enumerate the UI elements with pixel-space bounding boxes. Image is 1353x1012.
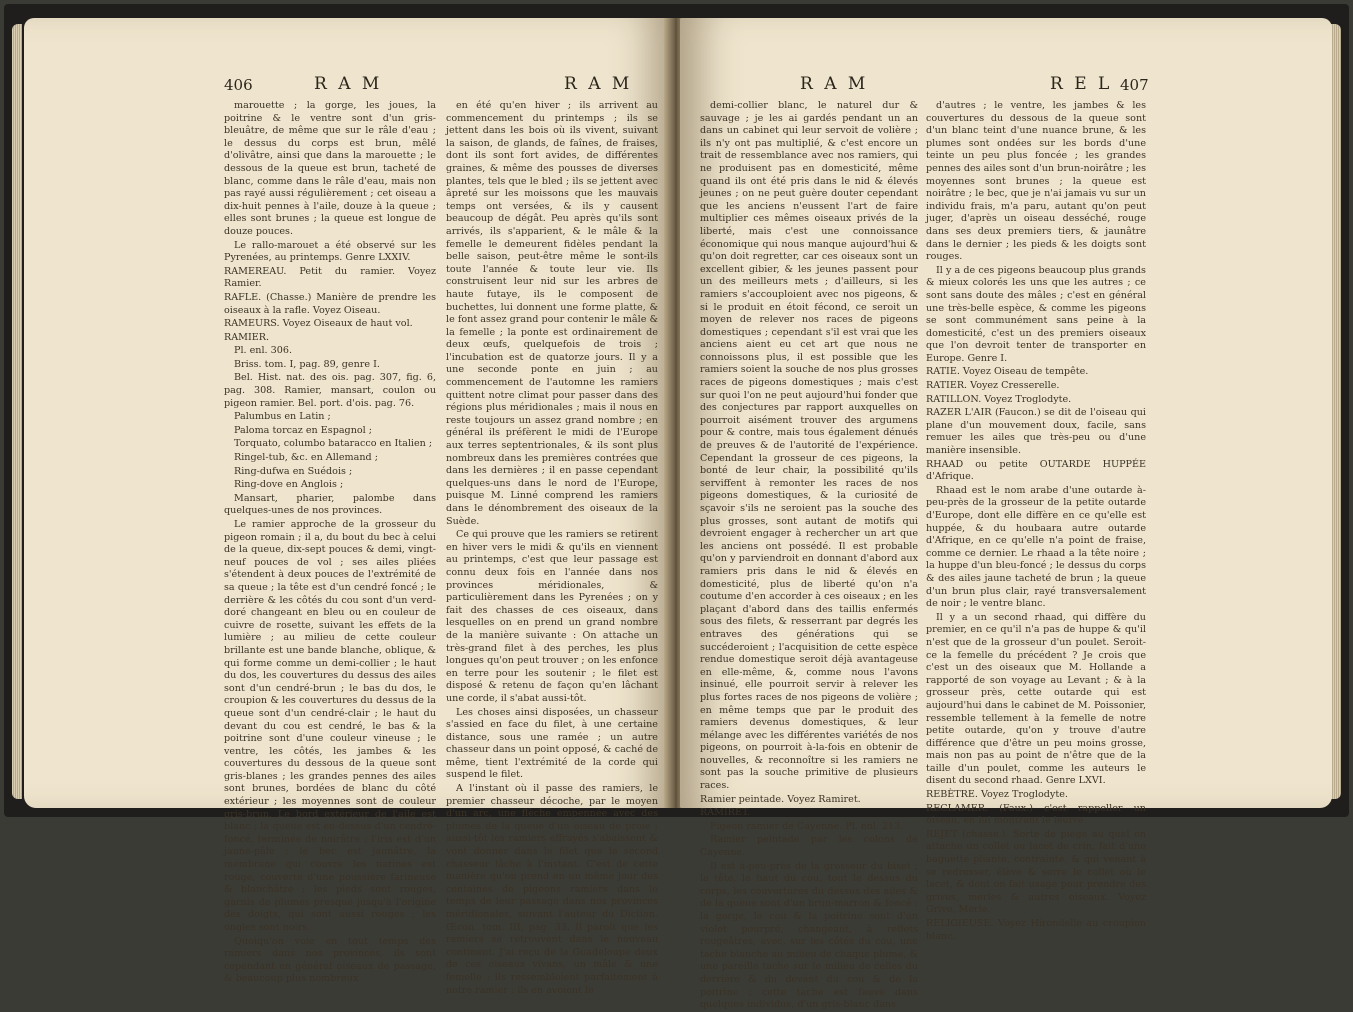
paragraph: marouette ; la gorge, les joues, la poitrine & le ventre sont d'un gris-bleuâtre, de même que sur le râle d'eau ; le dessus du corps est brun, mêlé d'olivâtre, ainsi que dans la marouette ; le dessous de la queue est brun, tacheté de blanc, comme dans le râle d'eau, mais non pas rayé aussi régulièrement ; cet oiseau a dix-huit pennes à l'aile, douze à la queue ; elles sont brunes ; la queue est longue de douze pouces.: [224, 100, 436, 237]
paragraph: Les choses ainsi disposées, un chasseur s'assied en face du filet, à une certaine distance, sous une ramée ; un autre chasseur dans un point opposé, & caché de même, tient l'extrémité de la corde qui suspend le filet.: [446, 706, 658, 781]
left-header-left: R A M: [314, 74, 383, 94]
entry: RAZER L'AIR (Faucon.) se dit de l'oiseau qui plane d'un mouvement doux, facile, sans remuer les ailes que très-peu ou d'une manière insensible.: [926, 407, 1146, 457]
entry: RAFLE. (Chasse.) Manière de prendre les oiseaux à la rafle. Voyez Oiseau.: [224, 291, 436, 316]
paragraph: d'autres ; le ventre, les jambes & les couvertures du dessous de la queue sont d'un blanc teint d'une nuance brune, & les plumes sont ondées sur les bords d'une teinte un peu plus foncée ; les grandes pennes des ailes sont d'un brun-noirâtre ; les moyennes sont brunes ; la queue est noirâtre ; le bec, que je n'ai jamais vu sur un individu frais, m'a paru, autant qu'on peut juger, d'après un oiseau desséché, rouge dans ses deux premiers tiers, & jaunâtre dans le dernier ; les pieds & les doigts sont rouges.: [926, 100, 1146, 263]
right-column-1: [700, 100, 918, 1011]
page-edges-left: [12, 24, 22, 799]
left-page: [24, 18, 672, 996]
paragraph: Mansart, pharier, palombe dans quelques-unes de nos provinces.: [224, 492, 436, 517]
paragraph: Ring-dufwa en Suédois ;: [234, 465, 353, 477]
entry: REJET (chasse.). Sorte de piège au quel on attache un collet ou lacet de crin, fait d'une baguette pliante, contrainte, & qui venant à se redresser, élève & serre le collet où le lacet, & dont on fait usage pour prendre des grives, merles & autres oiseaux. Voyez Grive, Merle.: [926, 828, 1146, 916]
paragraph: en été qu'en hiver ; ils arrivent au commencement du printemps ; ils se jettent dans les bois où ils vivent, suivant la saison, de glands, de faînes, de fraises, dont ils sont fort avides, de différentes graines, & même des pousses de diverses plantes, tels que le bled ; ils se jettent avec âpreté sur les moissons que les mauvais temps ont versées, & ils y causent beaucoup de dégât. Peu après qu'ils sont arrivés, ils s'apparient, & le mâle & la femelle le demeurent fidèles pendant la belle saison, peut-être même le sont-ils toute l'année & toute leur vie. Ils construisent leur nid sur les arbres de haute futaye, ils le composent de buchettes, lui donnent une forme platte, & le font assez grand pour contenir le mâle & la femelle ; la ponte est ordinairement de deux œufs, quelquefois de trois ; l'incubation est de quatorze jours. Il y a une seconde ponte en juin ; au commencement de l'automne les ramiers quittent notre climat pour passer dans des régions plus méridionales ; mais il nous en reste toujours un assez grand nombre ; en général ils préfèrent le midi de l'Europe aux terres septentrionales, & ils sont plus nombreux dans les premières contrées que dans les dernières ; il en passe cependant quelques-uns dans le nord de l'Europe, puisque M. Linné comprend les ramiers dans le dénombrement des oiseaux de la Suède.: [446, 100, 658, 527]
paragraph: Quoiqu'on voie en tout temps des ramiers dans nos provinces, ils sont cependant en général oiseaux de passage, & beaucoup plus nombreux: [224, 935, 436, 985]
entry: Ramier peintade. Voyez Ramiret.: [700, 793, 861, 805]
entry: RATILLON. Voyez Troglodyte.: [926, 393, 1072, 405]
entry: RAMEURS. Voyez Oiseaux de haut vol.: [224, 318, 413, 330]
paragraph: A l'instant où il passe des ramiers, le premier chasseur décoche, par le moyen d'un arc, une flèche empennée avec des plumes de la queue d'un oiseau de proie ; aussi-tôt les ramiers effrayés s'abaissent & vont donner dans le filet que le second chasseur lâche à l'instant. C'est de cette manière qu'on prend en un même jour des centaines de pigeons ramiers dans le temps de leur passage dans nos provinces méridionales, suivant l'auteur du Diction. Œcon. tom. III, pag. 33. Il paroît que les ramiers se retrouvent dans le nouveau continent. J'ai reçu de la Guadeloupe deux de ces oiseaux vivans, un mâle & une femelle ; ils ressembloient parfaitement à notre ramier ; ils en avoient le: [446, 783, 658, 996]
entry: RELIGIEUSE. Voyez Hirondelle au croupion blanc.: [926, 918, 1146, 942]
entry: REBÈTRE. Voyez Troglodyte.: [926, 789, 1068, 801]
paragraph: Il est à-peu-près de la grosseur du biset ; la tête, le haut du cou, tout le dessus du corps, les couvertures du dessus des ailes & de la queue sont d'un brun-marron & foncé ; la gorge, le cou & la poitrine sont d'un violet pourpré, changeant, à reflets rougeâtres, avec, sur les côtés du cou, une tache blanche au milieu de chaque plume, & une pareille tache sur le milieu de celles du derrière & du devant du cou & de la poitrine ; cette tache est fauve dans quelques individus, d'un gris-blanc dans: [700, 860, 918, 1011]
entry: RATIER. Voyez Cresserelle.: [926, 380, 1060, 392]
paragraph: Paloma torcaz en Espagnol ;: [234, 424, 373, 436]
paragraph: Il y a un second rhaad, qui diffère du premier, en ce qu'il n'a pas de huppe & qu'il n'est que de la grosseur d'un poulet. Seroit-ce la femelle du précédent ? Je crois que c'est un des oiseaux que M. Hollande a rapporté de son voyage au Levant ; & à la grosseur près, cette outarde qui est aujourd'hui dans le cabinet de M. Poissonier, ressemble tellement à la femelle de notre petite outarde, qu'on y trouve d'autre différence que d'être un peu moins grosse, mais non pas au point de n'être que de la taille d'un poulet, comme les auteurs le disent du second rhaad. Genre LXVI.: [926, 611, 1146, 787]
paragraph: demi-collier blanc, le naturel dur & sauvage ; je les ai gardés pendant un an dans un cabinet qui leur servoit de volière ; ils n'y ont pas multiplié, & c'est encore un trait de ressemblance avec nos ramiers, qui ne produisent pas en domesticité, même quand ils ont été pris dans le nid & élevés jeunes ; on ne peut guère douter cependant que les anciens n'eussent l'art de faire multiplier ces mêmes oiseaux privés de la liberté, mais c'est une connoissance économique qui nous manque aujourd'hui & qu'on doit regretter, car ces oiseaux sont un excellent gibier, & les jeunes passent pour un des meilleurs mets ; d'ailleurs, si les ramiers s'accouploient avec nos pigeons, & si le produit en étoit fécond, ce seroit un moyen de relever nos races de pigeons domestiques ; cependant s'il est vrai que les anciens aient eu cet art que nous ne connoissons plus, il est possible que les ramiers soient la souche de nos plus grosses races de pigeons domestiques ; mais c'est sur quoi l'on ne peut aujourd'hui fonder que des conjectures par rapport auxquelles on pourroit aisément trouver des argumens pour & contre, mais tous également dénués de preuves & de l'autorité de l'expérience. Cependant la grosseur de ces pigeons, la bonté de leur chair, la possibilité qu'ils serviffent à remonter les races de nos pigeons domestiques, & la curiosité de sçavoir s'ils ne seroient pas la souche des plus grosses, sont autant de motifs qui devroient engager à rechercher un art que les anciens ont possédé. Il est probable qu'on y parviendroit en donnant d'abord aux ramiers pris dans le nid & élevés en domesticité, plus de liberté qu'on n'a coutume d'en accorder à ces oiseaux ; en les plaçant d'abord dans des taillis enfermés sous des filets, & resserrant par degrés les entraves des générations qui se succéderoient ; l'acquisition de cette espèce rendue domestique seroit déjà avantageuse en elle-même, &, comme nous l'avons insinué, elle pourroit servir à relever les plus fortes races de nos pigeons de volière ; en même temps que par le produit des ramiers devenus domestiques, & leur mélange avec les différentes variétés de nos pigeons, on pourroit à-la-fois en obtenir de nouvelles, & reconnoître si les ramiers ne sont pas la souche primitive de plusieurs races.: [700, 100, 918, 792]
right-page-number: 407: [1120, 76, 1149, 94]
entry: RECLAMER. (Faux.) c'est rappeller un oiseau, en lui montrant le leurre.: [926, 802, 1146, 827]
right-header-left: R A M: [800, 74, 869, 94]
paragraph: Rhaad est le nom arabe d'une outarde à-peu-près de la grosseur de la petite outarde d'Europe, dont elle diffère en ce qu'elle est huppée, & du houbaara autre outarde d'Afrique, en ce qu'elle n'a point de fraise, comme ce dernier. Le rhaad a la tête noire ; la huppe d'un bleu-foncé ; le dessus du corps & des ailes jaune tacheté de brun ; la queue d'un brun plus clair, rayé transversalement de noir ; le ventre blanc.: [926, 484, 1146, 610]
paragraph: Il y a de ces pigeons beaucoup plus grands & mieux colorés les uns que les autres ; ce sont sans doute des mâles ; c'est en général une très-belle espèce, & comme les pigeons se sont communément sans peine à la domesticité, c'est un des premiers oiseaux que l'on devroit tenter de transporter en Europe. Genre I.: [926, 264, 1146, 364]
paragraph: Le rallo-marouet a été observé sur les Pyrenées, au printemps. Genre LXXIV.: [224, 239, 436, 264]
paragraph: Pigeon ramier de Cayenne. Pl. enl. 213.: [710, 820, 904, 832]
paragraph: Bel. Hist. nat. des ois. pag. 307, fig. 6, pag. 308. Ramier, mansart, coulon ou pigeon ramier. Bel. port. d'ois. pag. 76.: [224, 372, 436, 409]
paragraph: Le ramier approche de la grosseur du pigeon romain ; il a, du bout du bec à celui de la queue, dix-sept pouces & demi, vingt-neuf pouces de vol ; ses ailes pliées s'étendent à deux pouces de l'extrémité de sa queue ; la tête est d'un cendré foncé ; le derrière & les côtés du cou sont d'un verd-doré changeant en bleu ou en couleur de cuivre de rosette, suivant les effets de la lumière ; au milieu de cette couleur brillante est une bande blanche, oblique, & qui forme comme un demi-collier ; le haut du dos, les couvertures du dessus des ailes sont d'un cendré-brun ; le bas du dos, le croupion & les couvertures du dessus de la queue sont d'un cendré-clair ; le haut du devant du cou est cendré, le bas & la poitrine sont d'une couleur vineuse ; le ventre, les côtés, les jambes & les couvertures du dessous de la queue sont gris-blanes ; les grandes pennes des ailes sont brunes, bordées de blanc du côté extérieur ; les moyennes sont de couleur gris-brun. Le bord extérieur de l'aile est blanc ; la queue est en-dessus d'un cendré-foncé, terminée de noirâtre ; l'iris est d'un jaune-pâle ; le bec est jaunâtre, la membrane qui couvre les narines est rouge, couverte d'une poussière farineuse & blanchâtre ; les pieds sont rouges, garnis de plumes presque jusqu'à l'origine des doigts, qui sont aussi rouges ; les ongles sont noirs.: [224, 519, 436, 933]
entry: RAMEREAU. Petit du ramier. Voyez Ramier.: [224, 265, 436, 290]
paragraph: Briss. tom. I, pag. 89, genre I.: [234, 358, 380, 370]
paragraph: Ringel-tub, &c. en Allemand ;: [234, 452, 378, 464]
left-header-right: R A M: [564, 74, 633, 94]
right-header-right: R E L: [1050, 74, 1113, 94]
left-column-2: [446, 100, 658, 996]
paragraph: Palumbus en Latin ;: [234, 411, 331, 423]
entry: RHAAD ou petite OUTARDE HUPPÉE d'Afrique.: [926, 458, 1146, 483]
page-edges-right: [1331, 24, 1341, 799]
paragraph: Ring-dove en Anglois ;: [234, 479, 344, 491]
paragraph: Pl. enl. 306.: [234, 345, 293, 357]
right-column-2: [926, 100, 1146, 942]
left-page-number: 406: [224, 76, 253, 94]
entry: RATIE. Voyez Oiseau de tempête.: [926, 366, 1089, 378]
right-page: [680, 18, 1332, 1011]
book-spread: [4, 4, 1349, 1011]
entry: RAMIRET.: [700, 807, 751, 819]
paragraph: Ramier peintade par les colons de Cayenne.: [700, 834, 918, 859]
paragraph: Torquato, columbo bataracco en Italien ;: [234, 438, 433, 450]
paragraph: Ce qui prouve que les ramiers se retirent en hiver vers le midi & qu'ils en viennent au printemps, c'est que leur passage est connu deux fois en l'année dans nos provinces méridionales, & particulièrement dans les Pyrenées ; on y fait des chasses de ces oiseaux, dans lesquelles on en prend un grand nombre de la manière suivante : On attache un très-grand filet à des perches, les plus longues qu'on peut trouver ; on les enfonce en terre pour les soutenir ; le filet est disposé & retenu de façon qu'en lâchant une corde, il s'abat aussi-tôt.: [446, 529, 658, 704]
left-column-1: [224, 100, 436, 985]
entry: RAMIER.: [224, 331, 270, 343]
